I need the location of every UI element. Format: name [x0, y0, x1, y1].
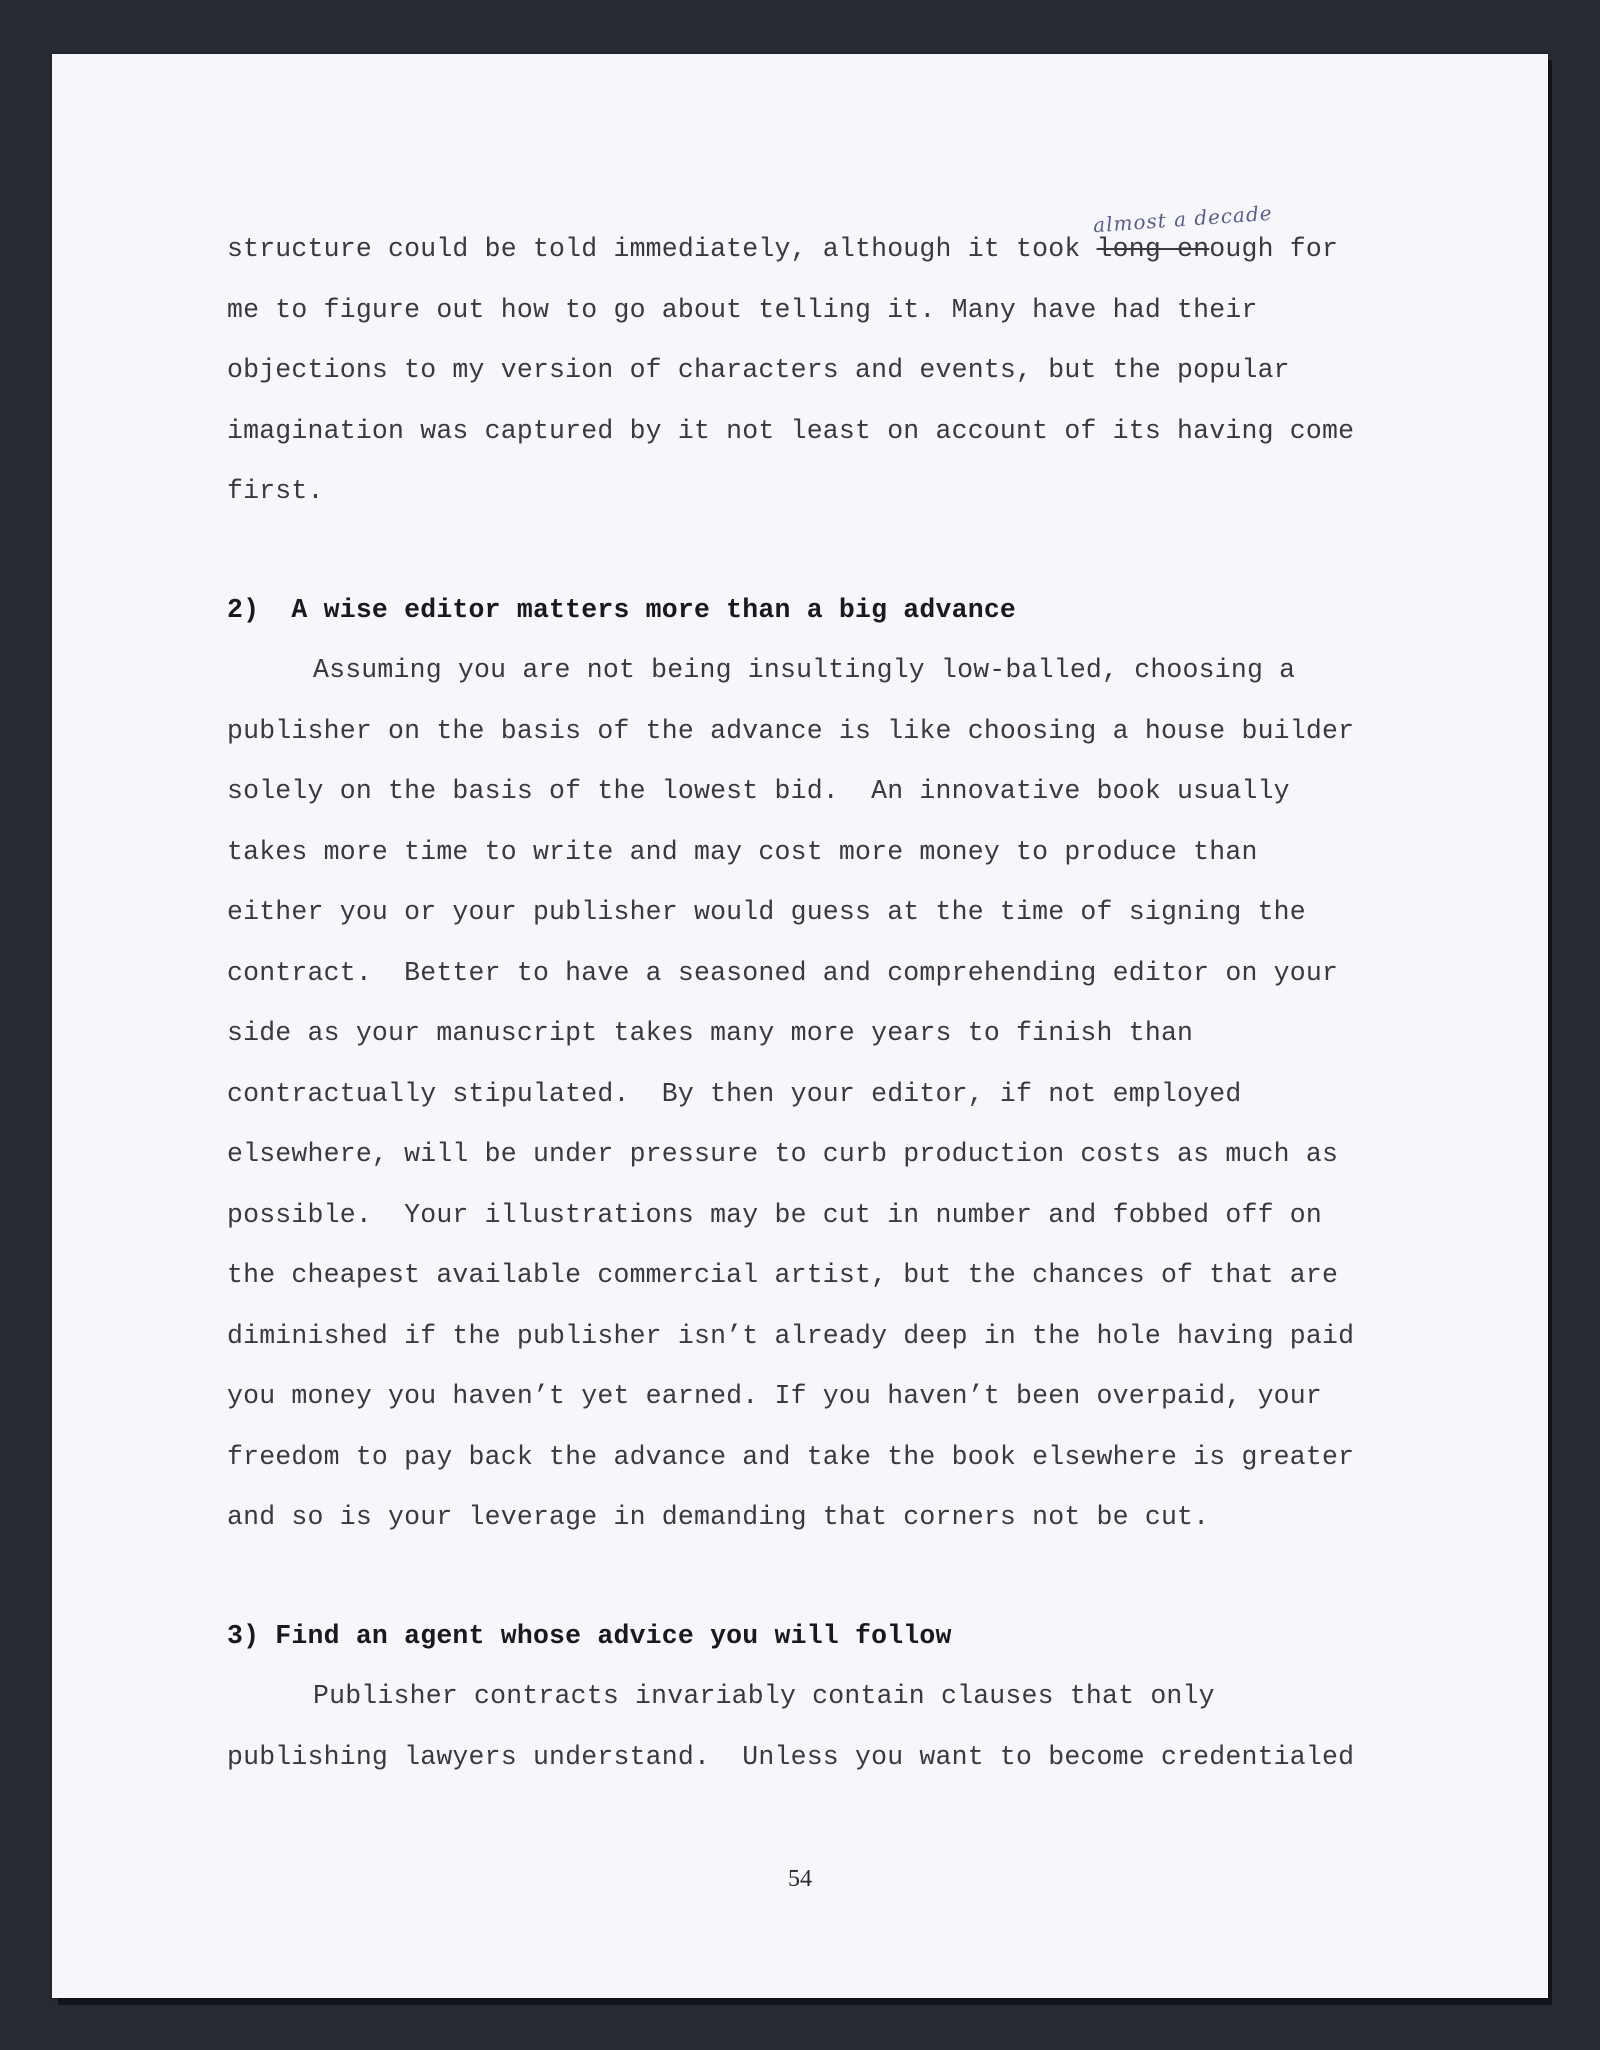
section-2-line: you money you haven’t yet earned. If you haven’t been overpaid, your — [227, 1381, 1322, 1411]
section-2-line: contractually stipulated. By then your editor, if not employed — [227, 1078, 1242, 1109]
section-2-line: freedom to pay back the advance and take the book elsewhere is greater — [227, 1441, 1355, 1472]
section-2-line: elsewhere, will be under pressure to curb production costs as much as — [227, 1139, 1339, 1169]
struck-text: long en — [1096, 234, 1210, 264]
section-3-first-line — [227, 1672, 1397, 1733]
page-number: 54 — [788, 1866, 812, 1892]
handwritten-insertion: almost a decade — [1091, 200, 1273, 238]
section-gap — [227, 1554, 1397, 1612]
intro-line-2: me to figure out how to go about telling it. Many have had their — [227, 294, 1258, 325]
section-2-line: possible. Your illustrations may be cut in number and fobbed off on — [227, 1199, 1322, 1230]
section-2-first-line-text: Assuming you are not being insultingly low-balled, choosing a — [313, 655, 1296, 685]
intro-line-1-end: ough for — [1209, 234, 1339, 264]
section-2-line: contract. Better to have a seasoned and comprehending editor on your — [227, 957, 1339, 988]
section-3-line: publishing lawyers understand. Unless you want to become credentialed — [227, 1741, 1355, 1772]
section-2-line: diminished if the publisher isn’t already deep in the hole having paid — [227, 1320, 1355, 1351]
intro-line-1-start: structure could be told immediately, although it took — [227, 234, 1097, 264]
section-3-heading: 3) Find an agent whose advice you will follow — [227, 1620, 952, 1651]
section-2-line: and so is your leverage in demanding that corners not be cut. — [227, 1502, 1210, 1532]
intro-line-3: objections to my version of characters and events, but the popular — [227, 355, 1290, 385]
intro-line-4: imagination was captured by it not least on account of its having come — [227, 415, 1355, 446]
section-2-first-line — [227, 646, 1397, 707]
section-2-line: side as your manuscript takes many more years to finish than — [227, 1018, 1194, 1048]
section-gap — [227, 528, 1397, 586]
handwritten-correction — [1091, 200, 1273, 274]
intro-line-5: first. — [227, 476, 324, 506]
manuscript-text — [227, 200, 1397, 1793]
section-2-line: the cheapest available commercial artist, but the chances of that are — [227, 1260, 1339, 1290]
section-2-line: solely on the basis of the lowest bid. An innovative book usually — [227, 776, 1290, 806]
section-2-line: publisher on the basis of the advance is like choosing a house builder — [227, 715, 1355, 746]
section-2-line: either you or your publisher would guess at the time of signing the — [227, 897, 1306, 927]
intro-line-1 — [227, 200, 1397, 286]
section-2-heading: 2) A wise editor matters more than a big advance — [227, 594, 1017, 625]
section-3-first-line-text: Publisher contracts invariably contain clauses that only — [313, 1681, 1215, 1711]
section-2-line: takes more time to write and may cost more money to produce than — [227, 836, 1258, 867]
